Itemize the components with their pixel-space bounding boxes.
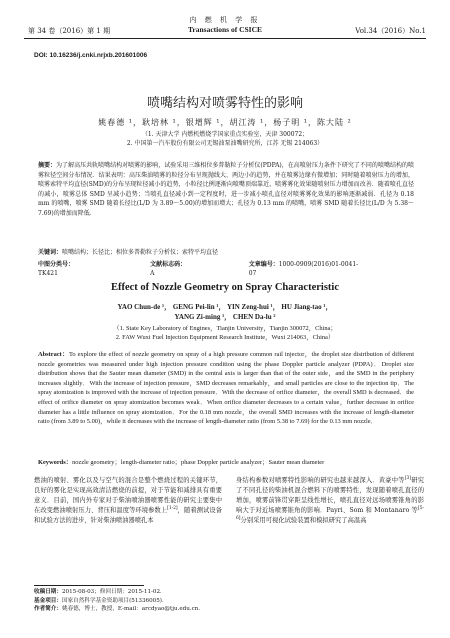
keywords-cn-label: 关键词： (38, 249, 63, 256)
citation-3: [3] (404, 475, 412, 481)
title-cn: 喷嘴结构对喷雾特性的影响 (146, 96, 303, 111)
footnote-author: 作者简介：姚春德，博士，教授，E-mail：arcdyao@tju.edu.cn． (34, 606, 204, 613)
authors-en-line-1: YAO Chun-de ¹， GENG Pei-lin ¹， YIN Zeng-hui ¹， HU Jiang-tao ¹， (117, 303, 333, 311)
clc-number: 中图分类号：TK421 (38, 261, 75, 277)
keywords-en-text: nozzle geometry；length-diameter ratio；phase Doppler particle analyzer；Sauter mean diameter (72, 459, 325, 466)
abstract-en-label: Abstract： (38, 351, 69, 358)
journal-name-cn: 内 燃 机 学 报 (189, 16, 261, 24)
title-en: Effect of Nozzle Geometry on Spray Characteristic (110, 282, 339, 293)
abstract-en-text: To explore the effect of nozzle geometry on spray of a high pressure common rail injector，the droplet size distribution of different nozzle geometries was measured under high injection pressure condition using the phase Doppler particle analyzer (PDPA)．Droplet size distribution shows that the Sauter mean diameter (SMD) in the central axis is larger than that of the outer side，and the SMD in the periphery increases slightly．With the increase of injection pressure，SMD decreases remarkably，and small particles are close to the injection tip．The spray atomization is improved with the increase of injection pressure．With the decrease of orifice diameter，the overall SMD is decreased．the effect of orifice diameter on spray atomization becomes weak．When orifice diameter decreases to a certain value，further decrease in orifice diameter has a little influence on spray atomization．For the 0.18 mm nozzle，the overall SMD increases with the increase of length-diameter ratio (from 3.89 to 5.00)，while it decreases with the increase of length-diameter ratio (from 5.38 to 7.69) for the 0.13 mm nozzle． (38, 351, 414, 426)
authors-en-line-2: YANG Zi-ming ¹， CHEN Da-lu ² (174, 313, 276, 321)
affiliation-cn-1: （1. 天津大学 内燃机燃烧学国家重点实验室，天津 300072； (141, 131, 309, 138)
keywords-cn-text: 喷嘴结构；长径比；相位多普勒粒子分析仪；索特平均直径 (62, 249, 219, 256)
journal-name-en: Transactions of CSICE (187, 25, 263, 34)
running-header-volume: Vol.34（2016）No.1 (355, 27, 426, 35)
header-rule (24, 38, 426, 39)
footnote (34, 588, 234, 614)
affiliation-en-1: （1. State Key Laboratory of Engines，Tianjin University，Tianjin 300072，China； (113, 325, 337, 332)
keywords-en (38, 458, 414, 467)
affiliations-cn (0, 130, 450, 148)
footnote-rule (34, 585, 144, 586)
abstract-en (38, 350, 414, 427)
document-code: 文献标志码：A (150, 261, 187, 277)
running-header-issue: 第 34 卷（2016）第 1 期 (28, 27, 111, 35)
footnote-received: 收稿日期：2015-08-03；修回日期：2015-11-02． (34, 589, 166, 595)
affiliation-en-2: 2. FAW Wuxi Fuel Injection Equipment Research Institute，Wuxi 214063，China） (115, 334, 335, 341)
abstract-cn-text: 为了解高压共轨喷嘴结构对喷雾的影响，试验采用三维相位多普勒粒子分析仪(PDPA)，在高喷射压力条件下研究了不同的喷嘴结构的喷雾粒径空间分布情况．结果表明：高压柴油喷雾的粒径分布呈现抛线大、两边小的趋势，并在喷雾边缘有微增加；同时随着喷射压力的增加，喷雾索特平均直径(SMD)的分布呈现粒径减小的趋势，小粒径比例逐渐向喷嘴顶端靠近，喷雾雾化效果随喷射压力增加而改善．随着喷孔直径的减小，喷雾总体 SMD 呈减小趋势；当喷孔直径减小到一定程度时，进一步减小喷孔直径对喷雾雾化效果的影响逐渐减弱．孔径为 0.18 mm 的喷嘴，喷雾 SMD 随着长径比(L/D 为 3.89～5.00)的增加而增大；孔径为 0.13 mm 的喷嘴，喷雾 SMD 随着长径比(L/D 为 5.38～7.69)的增加而降低． (38, 162, 414, 217)
citation-1-2: [1-2] (167, 506, 178, 512)
body-column-right: 身结构参数对喷雾特性影响的研究也越来越深入．黄豪中等[3]研究了不同孔径的柴油机混合燃料下的喷雾特性，发现随着喷孔直径的增加，喷雾前锋贯穿距呈线性增长，喷孔直径对远场喷雾锥角的影响大于对近场喷雾锥角的影响．Payri、Som 和 Montanaro 等[5-6]分别采用可视化试验装置和模拟研究了高温高 (236, 475, 425, 525)
citation-5-6: [5-6] (236, 506, 424, 522)
abstract-cn-label: 摘要： (38, 162, 57, 169)
footnote-funding: 基金项目：国家自然科学基金资助项目(51336005)． (34, 597, 168, 604)
authors-cn: 姚春德 ¹，耿培林 ¹，银增辉 ¹，胡江涛 ¹，杨子明 ¹，陈大陆 ² (98, 118, 352, 127)
article-id: 文章编号：1000-0909(2016)01-0041-07 (248, 261, 359, 277)
keywords-cn (38, 248, 414, 257)
abstract-cn (38, 161, 414, 219)
authors-en (60, 302, 390, 322)
body-column-left: 燃油的喷射、雾化以及与空气的混合是整个燃烧过程的关键环节，良好的雾化是实现高效清洁燃烧的前提，对于节能和减排具有重要意义．目前，国内外专家对于柴油喷油器喷雾性能的研究主要集中在改变燃油喷射压力、背压和温度等环境参数上[1-2]，随着测试设备和试验方法的进步，针对柴油喷油器喷孔本 (34, 477, 223, 525)
keywords-en-label: Keywords： (38, 459, 73, 466)
affiliations-en (0, 324, 450, 342)
affiliation-cn-2: 2. 中国第一汽车股份有限公司无锡油泵油嘴研究所，江苏 无锡 214063） (126, 140, 324, 147)
doi: DOI: 10.16236/j.cnki.nrjxb.201601006 (34, 52, 148, 59)
classification-line (38, 260, 414, 278)
